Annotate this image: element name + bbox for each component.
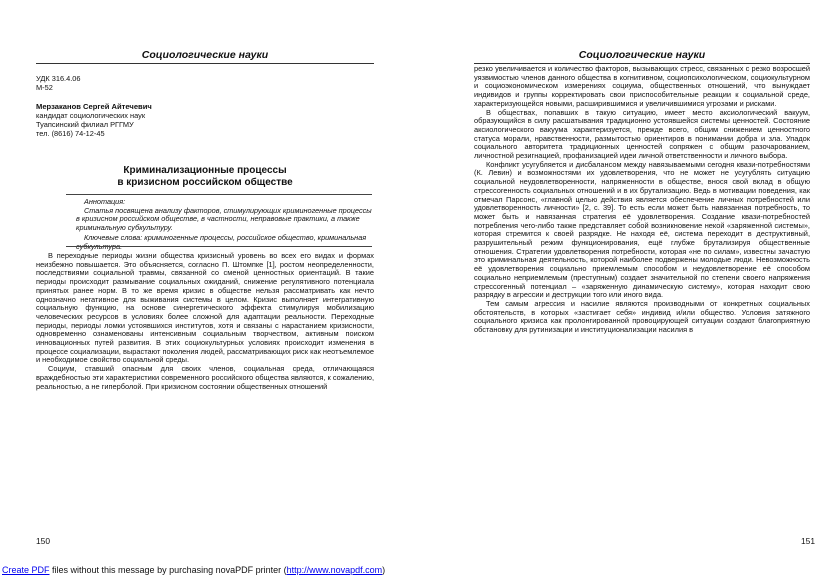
- udc-block: [36, 74, 81, 92]
- title-line-2: в кризисном российском обществе: [117, 177, 293, 188]
- author-degree: кандидат социологических наук: [36, 111, 146, 120]
- body-paragraph: Тем самым агрессия и насилие являются производными от конкретных социальных обстоятельств, в которых «застигает себя» индивид и/или общество. Условия затяжного социального кризиса как пролонгированной провоцирующей ситуации создают благоприятную обстановку для рутинизации и институционализации насилия в: [474, 298, 810, 335]
- annotation-divider-bottom: [66, 246, 372, 247]
- classification-code: М-52: [36, 83, 53, 92]
- body-paragraph: В переходные периоды жизни общества кризисный уровень во всех его видах и формах неизбежно повышается. Это объясняется, согласно П. Штомпке [1], ростом неопределенности, последствиями социальной травмы, связанной со сменой ценностных ориентаций. В такие периоды происходит размывание социальных ожиданий, снижение регулятивного потенциала принятых ранее норм. В то же время кризис в обществе нельзя рассматривать как нечто однозначно негативное для выживания системы в целом. Кризис выполняет интегративную социальную функцию, на основе синергетического эффекта стимулируя мобилизацию человеческих ресурсов в условиях более сложной для адаптации реальности. Переходные периоды, периоды ломки устоявшихся институтов, хотя и связаны с нарастанием кризисности, одновременно ознаменованы интенсивным социальным творчеством, активным поиском инновационных путей развития. В этих социокультурных условиях происходит изменения в процессе социализации, вырастают поколения людей, рассматривающих риск как неотъемлемое и необходимое свойство социальной среды.: [36, 251, 374, 365]
- running-header: Социологические науки: [474, 48, 810, 64]
- right-page: [410, 0, 820, 560]
- abstract-text: Статья посвящена анализу факторов, стимулирующих криминогенные процессы в кризисном российском обществе, в частности, неправовые практики, а также криминальную субкультуру.: [76, 205, 372, 232]
- footer-text-end: ): [382, 565, 386, 575]
- abstract: [76, 198, 372, 252]
- create-pdf-link[interactable]: Create PDF: [2, 565, 50, 575]
- pdf-watermark-footer: [0, 564, 480, 576]
- author-affiliation: Туапсинский филиал РГГМУ: [36, 120, 134, 129]
- author-block: [36, 102, 152, 138]
- body-paragraph: резко увеличивается и количество факторов, вызывающих стресс, связанных с резко возросшей уязвимостью членов данного общества в когнитивном, социопсихологическом, социокультурном и социоэкономическом измерениях социума, общественных отношений, что вынуждает индивидов и группы корректировать свои приспособительные реакции к социальной среде, характеризующейся новыми, расширившимися и увеличившимися угрозами и рисками.: [474, 64, 810, 108]
- article-title: [36, 165, 374, 189]
- author-phone: тел. (8616) 74-12-45: [36, 129, 105, 138]
- article-body: [474, 65, 810, 335]
- title-line-1: Криминализационные процессы: [123, 165, 287, 176]
- left-page: [0, 0, 410, 560]
- annotation-divider-top: [66, 194, 372, 195]
- running-header: Социологические науки: [36, 48, 374, 64]
- body-paragraph: Конфликт усугубляется и дисбалансом между навязываемыми сегодня квази-потребностями (К. Левин) и возможностями их удовлетворения, что не может не усугублять ситуацию социальной неудовлетворенности, напряженности в обществе, внося свой вклад в общую стрессогенность социальных отношений и в их брутализацию. Ведь в мотивации поведения, как отмечал Парсонс, «главной целью действия является обеспечение личных потребностей или удовлетворенность личности» [2, с. 39]. То есть если может быть навязанная потребность, то может быть и навязанная стратегия её удовлетворения. Создание квази-потребностей потребления чего-либо также представляет собой возникновение некой «заряженной системы», которая стремится к своей разрядке. Не находя её, система переходит в деструктивный, разрушительный режим функционирования, ещё глубже брутализируя общественные отношения. Стратегии удовлетворения потребности, которая «не по силам», известны зачастую это криминальная деятельность, которой наиболее подвержены молодые люди. Невозможность её удовлетворения социально приемлемым способом и неудовлетворение её способом социально неприемлемым (преступным) создает значительной по степени своего напряжения стрессогенный потенциал – «заряженную динамическую систему», которая находит свою разрядку в агрессии и деструкции того или иного вида.: [474, 159, 810, 300]
- footer-text: files without this message by purchasing novaPDF printer (: [49, 565, 287, 575]
- udc-code: УДК 316.4.06: [36, 74, 81, 83]
- page-number: 150: [36, 536, 50, 546]
- author-name: Мерзаканов Сергей Айтечевич: [36, 102, 152, 111]
- keywords: Ключевые слова: криминогенные процессы, российское общество, криминальная: [84, 233, 367, 243]
- abstract-label: Аннотация:: [84, 197, 126, 206]
- body-paragraph: Социум, ставший опасным для своих членов, социальная среда, отличающаяся враждебностью эти характеристики современного российского общества являются, к сожалению, реальностью, а не гиперболой. При кризисном состоянии общественных отношений: [36, 364, 374, 391]
- article-body: [36, 252, 374, 391]
- page-number: 151: [801, 536, 815, 546]
- novapdf-link[interactable]: http://www.novapdf.com: [286, 565, 383, 575]
- body-paragraph: В обществах, попавших в такую ситуацию, имеет место аксиологический вакуум, образующийся в силу расшатывания традиционно устоявшейся системы ценностей. Состояние аксиологического вакуума характеризуется, прежде всего, общим снижением ценностного статуса морали, нравственности, размытостью ориентиров в понимании добра и зла. Упадок социального авторитета традиционных ценностей сопряжен с общим разочарованием, личностной резигнацией, профанизацией идеи личной ответственности и личного выбора.: [474, 107, 810, 161]
